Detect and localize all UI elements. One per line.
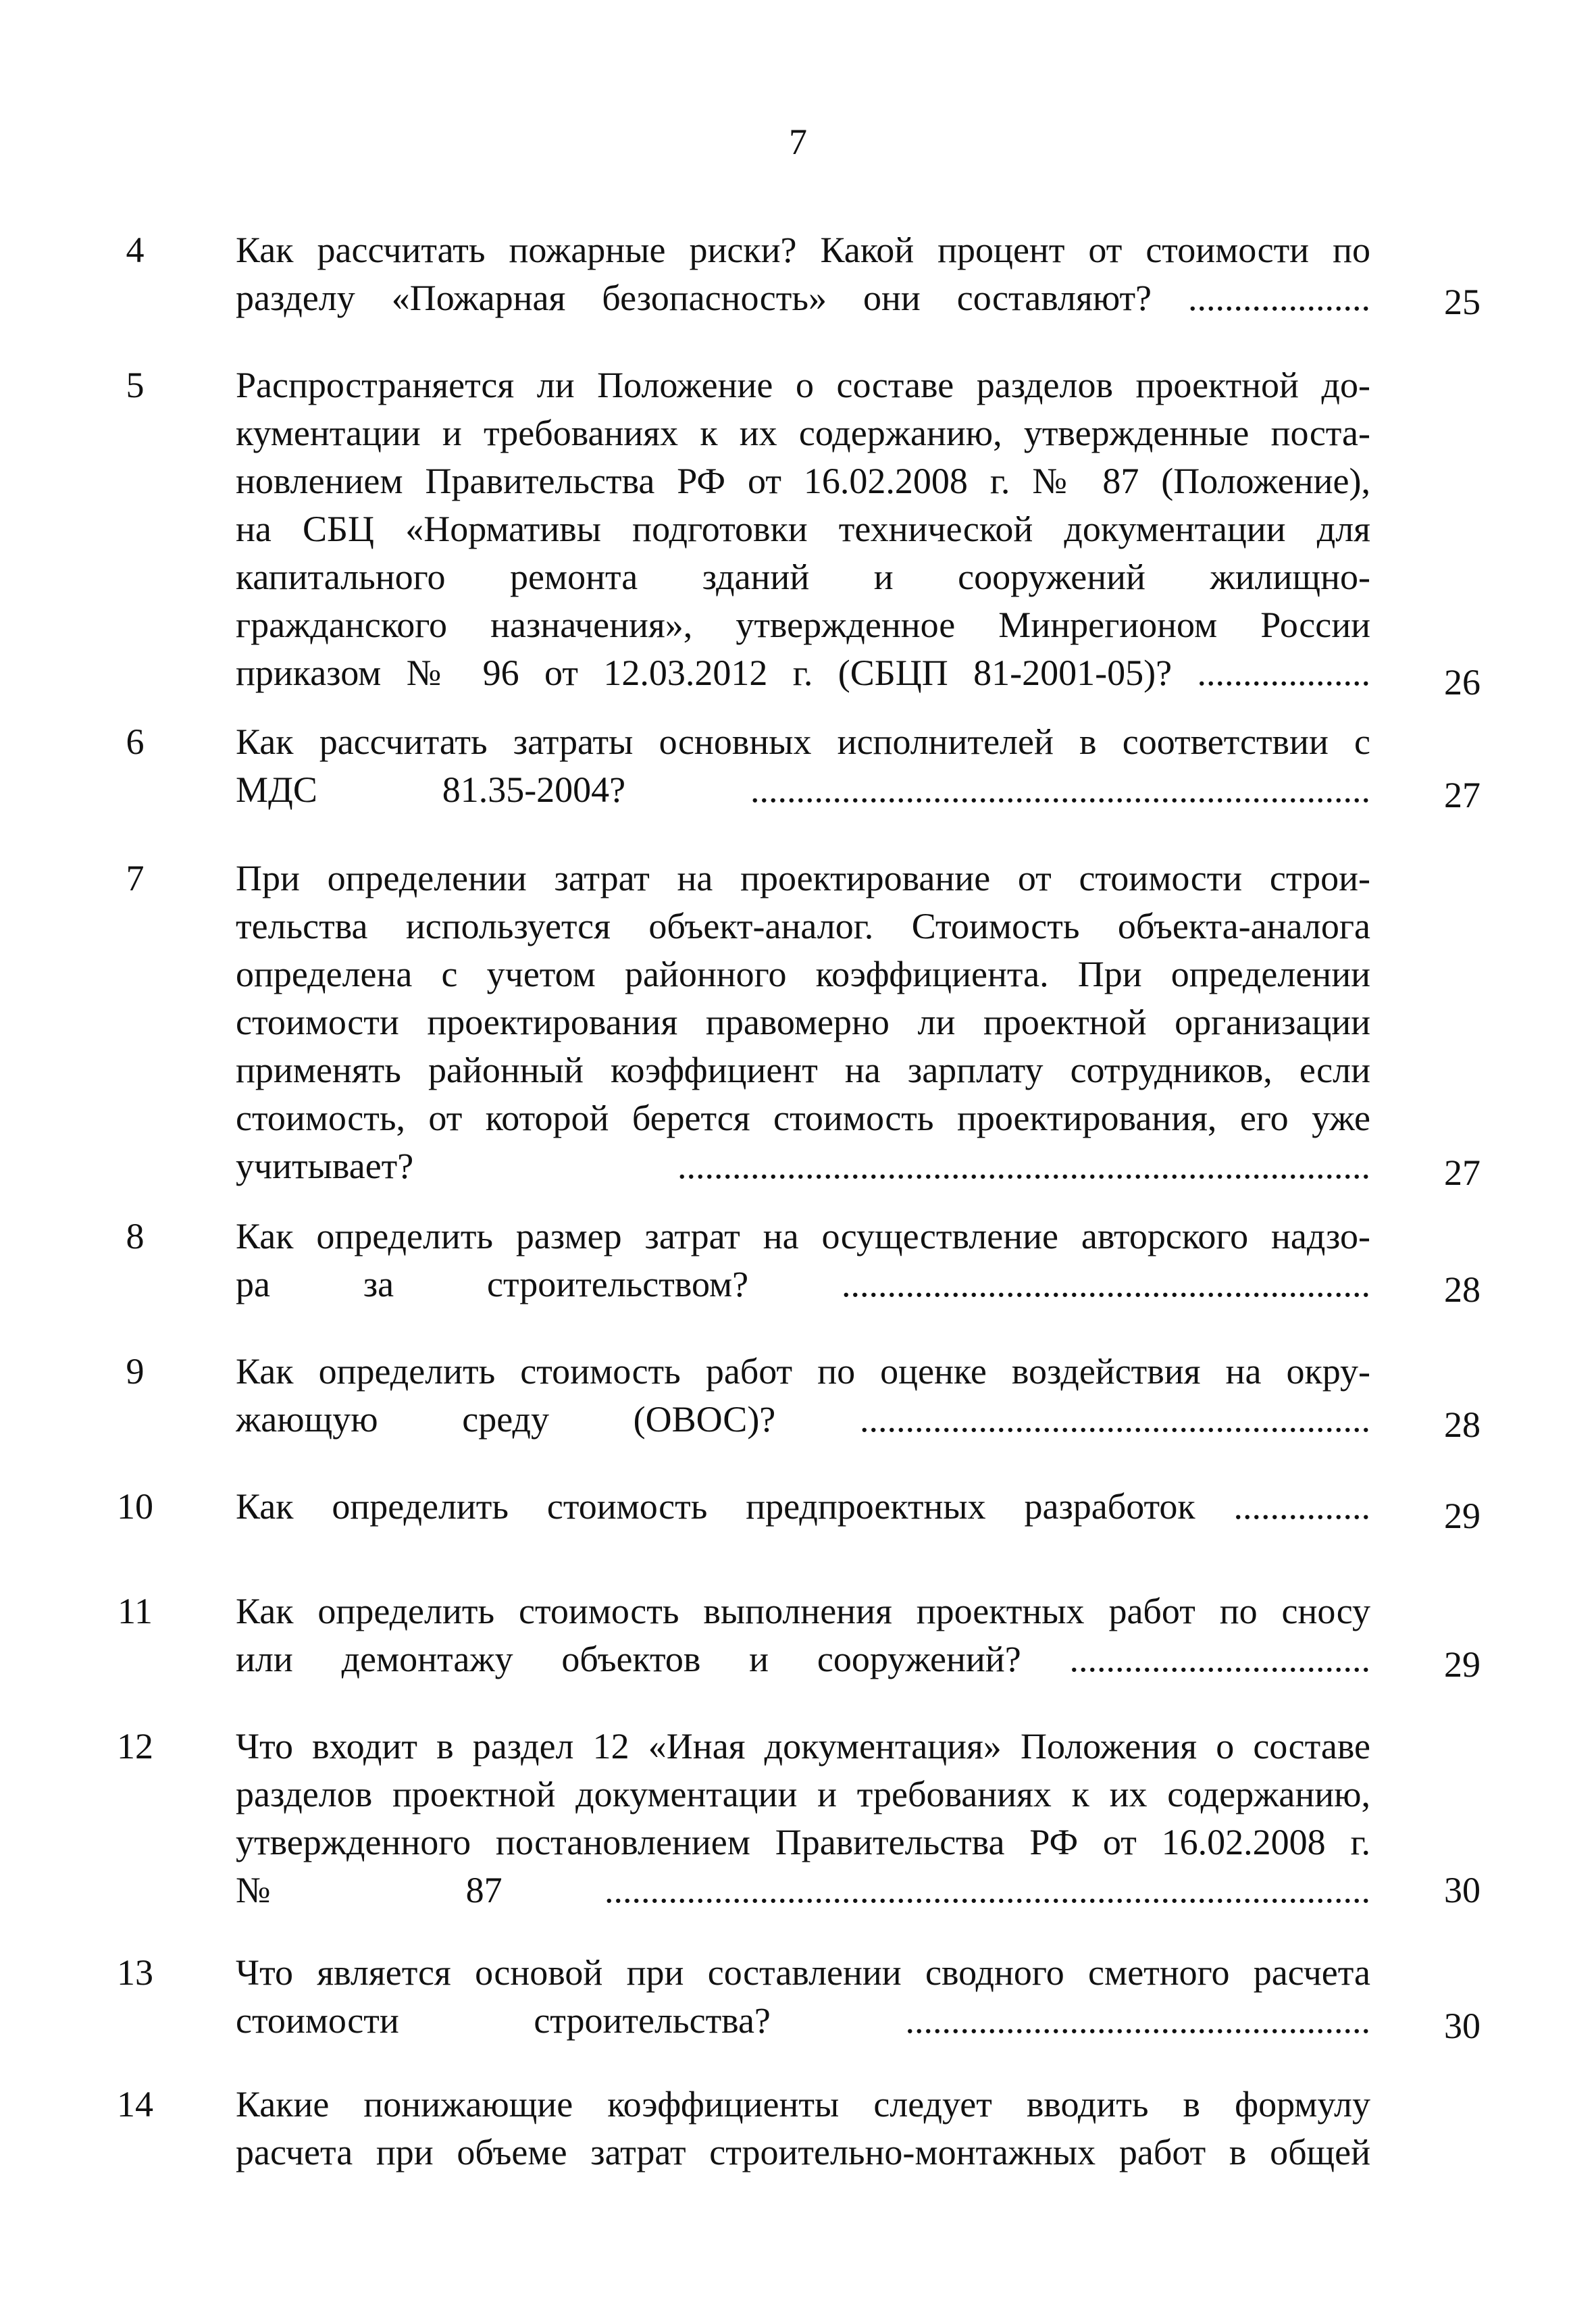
toc-entry-line: тельства используется объект-аналог. Стоимость объекта-аналога <box>236 906 1370 946</box>
toc-entry-number: 4 <box>126 230 145 270</box>
toc-entry-number: 8 <box>126 1216 145 1256</box>
toc-entry-line: Как определить размер затрат на осуществление авторского надзо- <box>236 1216 1370 1256</box>
toc-entry-line: Что входит в раздел 12 «Иная документация» Положения о составе <box>236 1726 1370 1766</box>
toc-entry-line: МДС 81.35-2004? .................................................................... <box>236 769 1370 810</box>
toc-entry-title <box>236 718 1370 814</box>
toc-entry-number: 5 <box>126 365 145 405</box>
toc-entry-line: разделу «Пожарная безопасность» они составляют? .................... <box>236 278 1370 318</box>
toc-entry-line: расчета при объеме затрат строительно-монтажных работ в общей <box>236 2132 1370 2172</box>
toc-entry-page-number: 30 <box>1444 2006 1481 2046</box>
toc-entry-line: Как определить стоимость предпроектных разработок ............... <box>236 1486 1370 1527</box>
toc-entry-page-number: 27 <box>1444 775 1481 815</box>
toc-entry-line: При определении затрат на проектирование от стоимости строи- <box>236 858 1370 898</box>
toc-entry-title <box>236 226 1370 322</box>
toc-entry-page-number: 25 <box>1444 282 1481 322</box>
toc-entry-title <box>236 1949 1370 2045</box>
toc-entry-number: 9 <box>126 1351 145 1392</box>
toc-entry-line: на СБЦ «Нормативы подготовки технической документации для <box>236 509 1370 549</box>
toc-entry-page-number: 29 <box>1444 1496 1481 1536</box>
toc-entry-line: Распространяется ли Положение о составе разделов проектной до- <box>236 365 1370 405</box>
toc-entry-number: 13 <box>117 1952 153 1993</box>
toc-entry-page-number: 28 <box>1444 1404 1481 1445</box>
toc-entry-line: новлением Правительства РФ от 16.02.2008 г. № 87 (Положение), <box>236 461 1370 501</box>
toc-entry-number: 10 <box>117 1486 153 1527</box>
toc-entry-title <box>236 361 1370 697</box>
toc-entry-title <box>236 1348 1370 1444</box>
toc-entry-line: определена с учетом районного коэффициента. При определении <box>236 954 1370 994</box>
toc-entry-title <box>236 1483 1370 1531</box>
toc-entry-line: Как рассчитать пожарные риски? Какой процент от стоимости по <box>236 230 1370 270</box>
toc-entry-number: 6 <box>126 721 145 762</box>
toc-entry-page-number: 27 <box>1444 1152 1481 1193</box>
toc-entry-number: 12 <box>117 1726 153 1766</box>
toc-entry-line: приказом № 96 от 12.03.2012 г. (СБЦП 81-2001-05)? ................... <box>236 653 1370 693</box>
toc-entry-line: утвержденного постановлением Правительства РФ от 16.02.2008 г. <box>236 1822 1370 1862</box>
toc-entry-title <box>236 855 1370 1190</box>
toc-entry-page-number: 26 <box>1444 662 1481 703</box>
toc-entry-title <box>236 1723 1370 1914</box>
toc-entry-title <box>236 2081 1370 2177</box>
toc-entry-title <box>236 1213 1370 1308</box>
toc-entry-page-number: 29 <box>1444 1644 1481 1685</box>
toc-entry-line: применять районный коэффициент на зарплату сотрудников, если <box>236 1050 1370 1090</box>
toc-entry-line: стоимости проектирования правомерно ли проектной организации <box>236 1002 1370 1042</box>
toc-entry-line: жающую среду (ОВОС)? ........................................................ <box>236 1399 1370 1440</box>
toc-entry-line: учитывает? ............................................................................ <box>236 1146 1370 1186</box>
toc-entry-page-number: 28 <box>1444 1269 1481 1310</box>
toc-entry-page-number: 30 <box>1444 1870 1481 1910</box>
toc-entry-line: Что является основой при составлении сводного сметного расчета <box>236 1952 1370 1993</box>
toc-entry-line: стоимость, от которой берется стоимость проектирования, его уже <box>236 1098 1370 1138</box>
toc-entry-line: гражданского назначения», утвержденное Минрегионом России <box>236 605 1370 645</box>
toc-entry-line: стоимости строительства? ................................................... <box>236 2000 1370 2041</box>
toc-entry-line: Какие понижающие коэффициенты следует вводить в формулу <box>236 2084 1370 2125</box>
toc-entry-number: 7 <box>126 858 145 898</box>
page-number: 7 <box>789 122 807 162</box>
toc-entry-line: кументации и требованиях к их содержанию, утвержденные поста- <box>236 413 1370 453</box>
toc-entry-number: 14 <box>117 2084 153 2125</box>
toc-entry-number: 11 <box>118 1591 153 1631</box>
toc-entry-line: Как определить стоимость выполнения проектных работ по сносу <box>236 1591 1370 1631</box>
toc-entry-title <box>236 1587 1370 1683</box>
toc-entry-line: Как рассчитать затраты основных исполнителей в соответствии с <box>236 721 1370 762</box>
toc-entry-line: или демонтажу объектов и сооружений? ................................. <box>236 1639 1370 1679</box>
toc-entry-line: ра за строительством? .......................................................... <box>236 1264 1370 1304</box>
toc-entry-line: капитального ремонта зданий и сооружений жилищно- <box>236 557 1370 597</box>
toc-entry-line: № 87 .................................................................................... <box>236 1870 1370 1910</box>
toc-entry-line: разделов проектной документации и требованиях к их содержанию, <box>236 1774 1370 1814</box>
toc-entry-line: Как определить стоимость работ по оценке воздействия на окру- <box>236 1351 1370 1392</box>
